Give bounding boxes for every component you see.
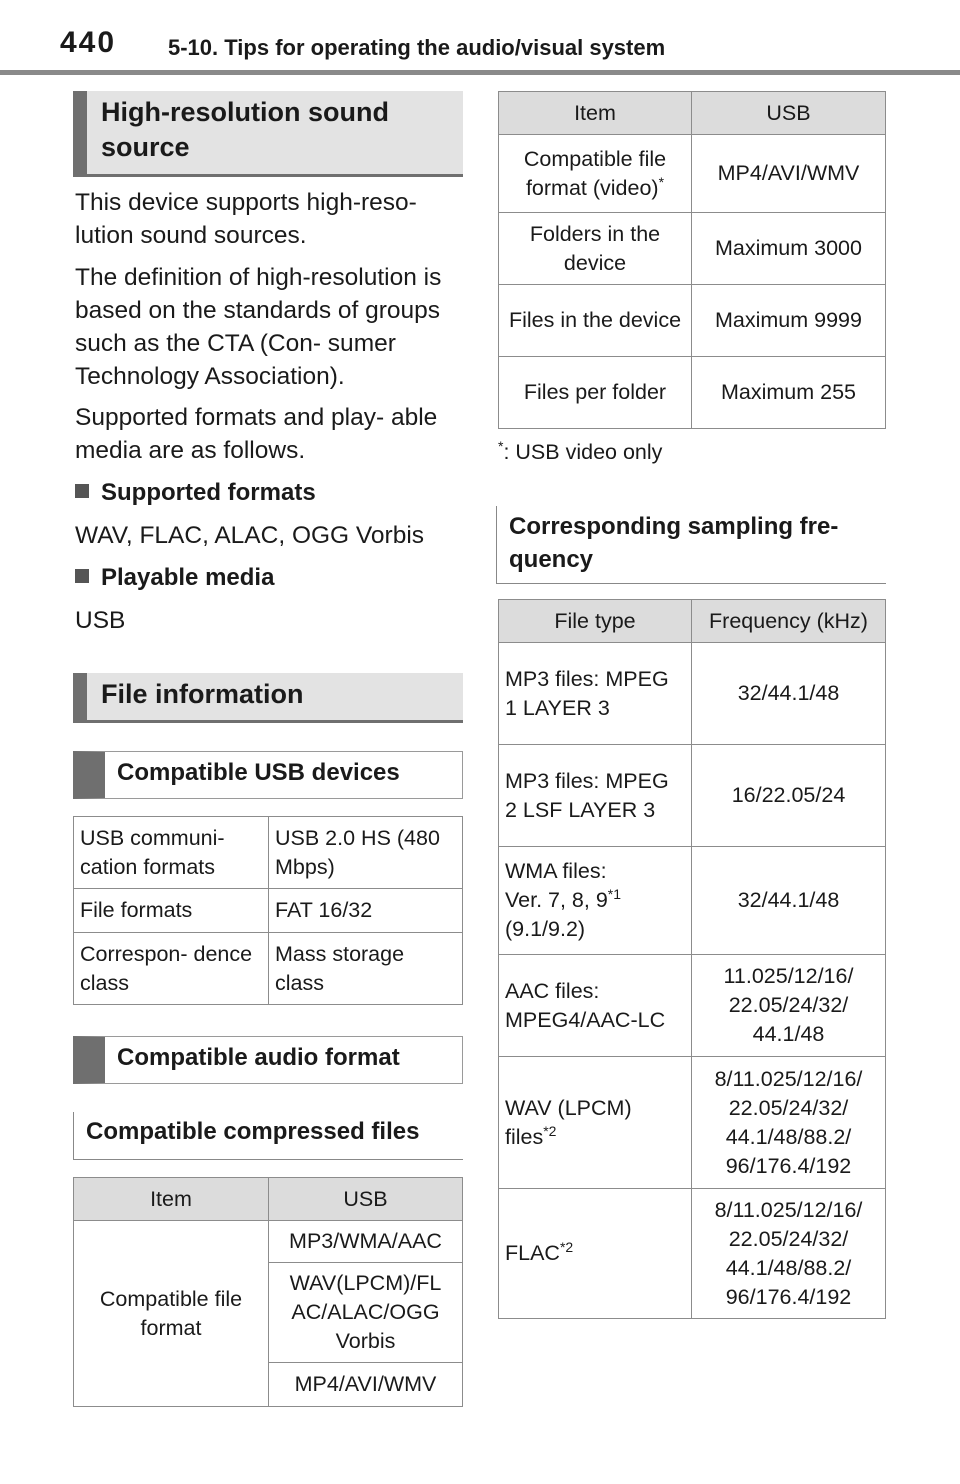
table-cell	[499, 955, 692, 1057]
usb-devices-table	[73, 816, 463, 1005]
table-row	[499, 285, 886, 357]
table-cell: 32/44.1/48	[692, 847, 886, 955]
cell-text: Compatible file format (video)	[523, 146, 667, 200]
table-header-row	[74, 1178, 463, 1221]
paragraph-definition: The definition of high-resolution is based on the standards of groups such as the CTA (Con- sumer Technology Association).	[75, 264, 442, 390]
header-rule	[0, 70, 960, 75]
bullet-playable-media	[75, 563, 274, 593]
table-row	[499, 1189, 886, 1319]
heading-compatible-audio-format: Compatible audio format	[73, 1036, 463, 1084]
table-cell: 8/11.025/12/16/ 22.05/24/32/ 44.1/48/88.2/ 96/176.4/192	[692, 1189, 886, 1319]
heading-sampling-frequency: Corresponding sampling fre- quency	[496, 506, 886, 584]
footnote-mark: *	[658, 173, 665, 190]
column-header-usb: USB	[692, 92, 886, 135]
table-cell	[499, 847, 692, 955]
table-cell: Maximum 3000	[692, 213, 886, 285]
heading-compatible-usb-devices: Compatible USB devices	[73, 751, 463, 799]
column-header-item: Item	[74, 1178, 269, 1221]
footnote-mark: *	[498, 437, 504, 454]
column-header-usb: USB	[269, 1178, 463, 1221]
bullet-supported-formats	[75, 478, 316, 508]
square-bullet-icon	[75, 569, 89, 583]
table-row	[499, 135, 886, 213]
table-cell: MP3 files: MPEG 1 LAYER 3	[499, 643, 692, 745]
table-row	[74, 817, 463, 889]
usb-video-table	[498, 91, 886, 429]
table-header-row	[499, 92, 886, 135]
table-cell: Files in the device	[499, 285, 692, 357]
column-header-frequency: Frequency (kHz)	[692, 600, 886, 643]
column-header-item: Item	[499, 92, 692, 135]
heading-high-resolution: High-resolution sound source	[73, 91, 463, 177]
table-cell: 11.025/12/16/ 22.05/24/32/ 44.1/48	[692, 955, 886, 1057]
table-row	[499, 1057, 886, 1189]
section-title: 5-10. Tips for operating the audio/visual system	[168, 35, 666, 60]
table-row	[499, 955, 886, 1057]
table-cell: Correspon- dence class	[74, 933, 269, 1005]
table-row	[74, 1221, 463, 1263]
compressed-files-table	[73, 1177, 463, 1407]
paragraph-support: This device supports high-reso- lution sound sources.	[75, 189, 417, 249]
table-cell: Maximum 255	[692, 357, 886, 429]
heading-compatible-compressed-files: Compatible compressed files	[73, 1112, 463, 1160]
table-cell: WAV(LPCM)/FL AC/ALAC/OGG Vorbis	[269, 1263, 463, 1363]
cell-text: AAC files:	[505, 978, 600, 1003]
footnote-mark: *2	[543, 1122, 557, 1139]
supported-formats-value: WAV, FLAC, ALAC, OGG Vorbis	[75, 522, 425, 549]
table-cell: MP3/WMA/AAC	[269, 1221, 463, 1263]
cell-text: Ver. 7, 8, 9	[505, 888, 608, 912]
table-cell: USB communi- cation formats	[74, 817, 269, 889]
cell-text: (9.1/9.2)	[505, 917, 586, 941]
footnote	[498, 437, 663, 465]
table-cell: USB 2.0 HS (480 Mbps)	[269, 817, 463, 889]
table-row	[74, 889, 463, 933]
table-row	[499, 745, 886, 847]
cell-text: MPEG4/AAC-LC	[505, 1007, 666, 1032]
table-cell: 32/44.1/48	[692, 643, 886, 745]
table-cell	[499, 135, 692, 213]
cell-text: WMA files:	[505, 859, 607, 883]
table-cell: 8/11.025/12/16/ 22.05/24/32/ 44.1/48/88.2/ 96/176.4/192	[692, 1057, 886, 1189]
table-row	[499, 213, 886, 285]
page-number: 440	[60, 26, 117, 59]
playable-media-value: USB	[75, 607, 126, 634]
cell-text: WAV (LPCM) files	[505, 1095, 632, 1149]
table-cell: Maximum 9999	[692, 285, 886, 357]
cell-text: FLAC	[505, 1241, 560, 1265]
footnote-mark: *2	[559, 1238, 574, 1255]
paragraph-formats-media: Supported formats and play- able media are as follows.	[75, 404, 438, 464]
table-header-row	[499, 600, 886, 643]
playable-media-label: Playable media	[101, 564, 275, 591]
table-cell: FAT 16/32	[269, 889, 463, 933]
table-cell: 16/22.05/24	[692, 745, 886, 847]
table-row	[499, 643, 886, 745]
footnote-mark: *1	[607, 885, 622, 902]
table-cell: MP4/AVI/WMV	[692, 135, 886, 213]
heading-file-information: File information	[73, 673, 463, 723]
table-cell: Folders in the device	[499, 213, 692, 285]
table-row	[74, 933, 463, 1005]
column-header-file-type: File type	[499, 600, 692, 643]
table-row	[499, 357, 886, 429]
table-cell: File formats	[74, 889, 269, 933]
page-header	[0, 0, 960, 76]
square-bullet-icon	[75, 484, 89, 498]
table-cell: MP4/AVI/WMV	[269, 1363, 463, 1407]
sampling-frequency-table	[498, 599, 886, 1319]
footnote-text: : USB video only	[503, 440, 663, 464]
table-cell: Files per folder	[499, 357, 692, 429]
table-cell	[499, 1189, 692, 1319]
supported-formats-label: Supported formats	[101, 479, 316, 506]
table-cell: Compatible file format	[74, 1221, 269, 1407]
table-cell	[499, 1057, 692, 1189]
table-cell: MP3 files: MPEG 2 LSF LAYER 3	[499, 745, 692, 847]
table-cell: Mass storage class	[269, 933, 463, 1005]
table-row	[499, 847, 886, 955]
